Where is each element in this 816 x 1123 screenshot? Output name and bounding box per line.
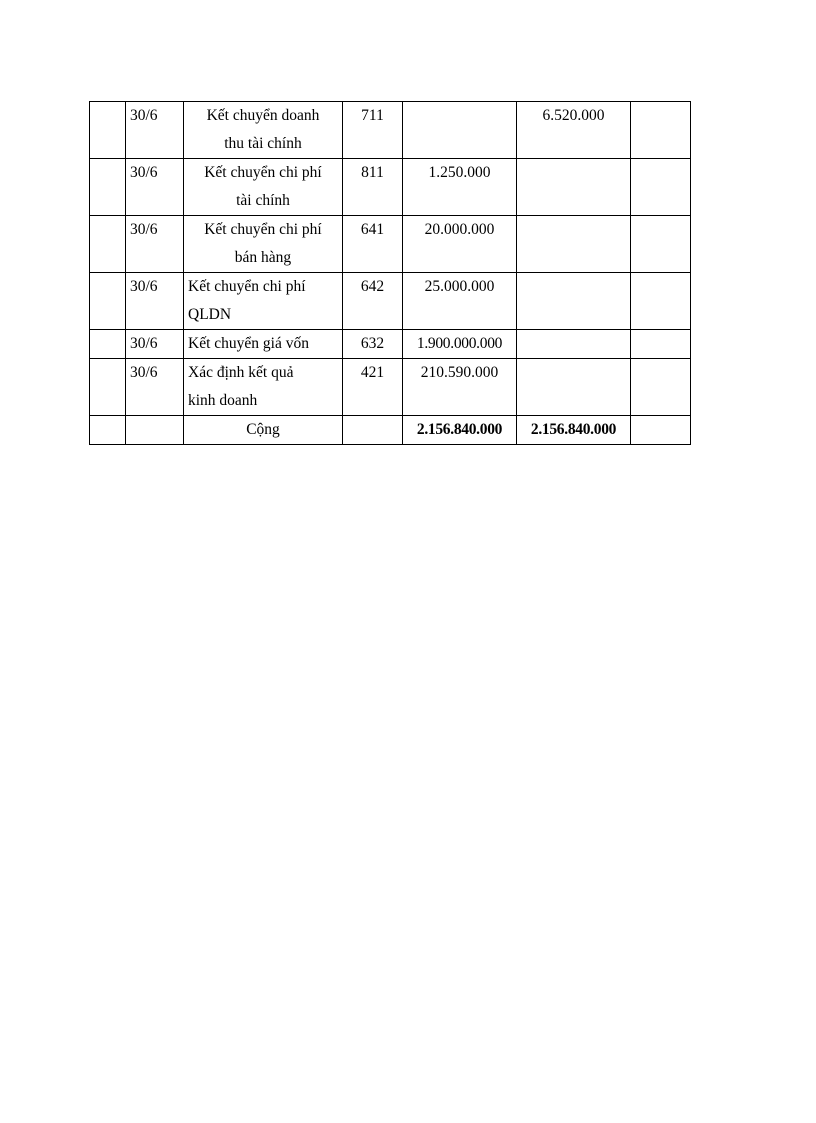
table-row	[90, 159, 691, 216]
ledger-table	[89, 101, 691, 445]
total-label: Cộng	[184, 416, 343, 445]
credit-cell	[517, 216, 631, 273]
description-line: Kết chuyển chi phí	[204, 221, 322, 238]
description-line: thu tài chính	[224, 135, 302, 152]
description-cell	[184, 273, 343, 330]
description-line: bán hàng	[234, 249, 292, 266]
credit-cell: 6.520.000	[517, 102, 631, 159]
description-line: QLDN	[188, 306, 232, 323]
table-row	[90, 273, 691, 330]
description-cell	[184, 216, 343, 273]
debit-cell: 1.250.000	[403, 159, 517, 216]
description-cell	[184, 359, 343, 416]
account-cell: 642	[343, 273, 403, 330]
description-line: tài chính	[236, 192, 290, 209]
row-blank-cell	[90, 102, 126, 159]
description-line: Kết chuyển chi phí	[188, 278, 306, 295]
note-cell	[631, 416, 691, 445]
debit-cell: 20.000.000	[403, 216, 517, 273]
account-cell: 711	[343, 102, 403, 159]
account-cell: 811	[343, 159, 403, 216]
debit-cell: 1.900.000.000	[403, 330, 517, 359]
row-blank-cell	[90, 359, 126, 416]
date-cell	[126, 416, 184, 445]
date-cell: 30/6	[126, 159, 184, 216]
row-blank-cell	[90, 273, 126, 330]
description-cell	[184, 159, 343, 216]
credit-cell	[517, 330, 631, 359]
description-line: Kết chuyển chi phí	[204, 164, 322, 181]
account-cell: 632	[343, 330, 403, 359]
row-blank-cell	[90, 416, 126, 445]
description-line: Xác định kết quả	[188, 364, 294, 381]
credit-cell	[517, 359, 631, 416]
credit-cell	[517, 159, 631, 216]
total-credit: 2.156.840.000	[517, 416, 631, 445]
debit-cell	[403, 102, 517, 159]
total-row	[90, 416, 691, 445]
note-cell	[631, 359, 691, 416]
description-line: Kết chuyển doanh	[206, 107, 320, 124]
note-cell	[631, 216, 691, 273]
description-line: kinh doanh	[188, 392, 258, 409]
date-cell: 30/6	[126, 102, 184, 159]
description-line: Kết chuyển giá vốn	[188, 335, 309, 352]
date-cell: 30/6	[126, 330, 184, 359]
debit-cell: 25.000.000	[403, 273, 517, 330]
note-cell	[631, 330, 691, 359]
date-cell: 30/6	[126, 359, 184, 416]
credit-cell	[517, 273, 631, 330]
table-row	[90, 330, 691, 359]
table-row	[90, 102, 691, 159]
row-blank-cell	[90, 330, 126, 359]
table-row	[90, 359, 691, 416]
total-debit: 2.156.840.000	[403, 416, 517, 445]
account-cell: 421	[343, 359, 403, 416]
row-blank-cell	[90, 216, 126, 273]
date-cell: 30/6	[126, 273, 184, 330]
description-cell	[184, 102, 343, 159]
note-cell	[631, 102, 691, 159]
date-cell: 30/6	[126, 216, 184, 273]
description-cell	[184, 330, 343, 359]
account-cell: 641	[343, 216, 403, 273]
note-cell	[631, 159, 691, 216]
account-cell	[343, 416, 403, 445]
debit-cell: 210.590.000	[403, 359, 517, 416]
row-blank-cell	[90, 159, 126, 216]
note-cell	[631, 273, 691, 330]
table-row	[90, 216, 691, 273]
